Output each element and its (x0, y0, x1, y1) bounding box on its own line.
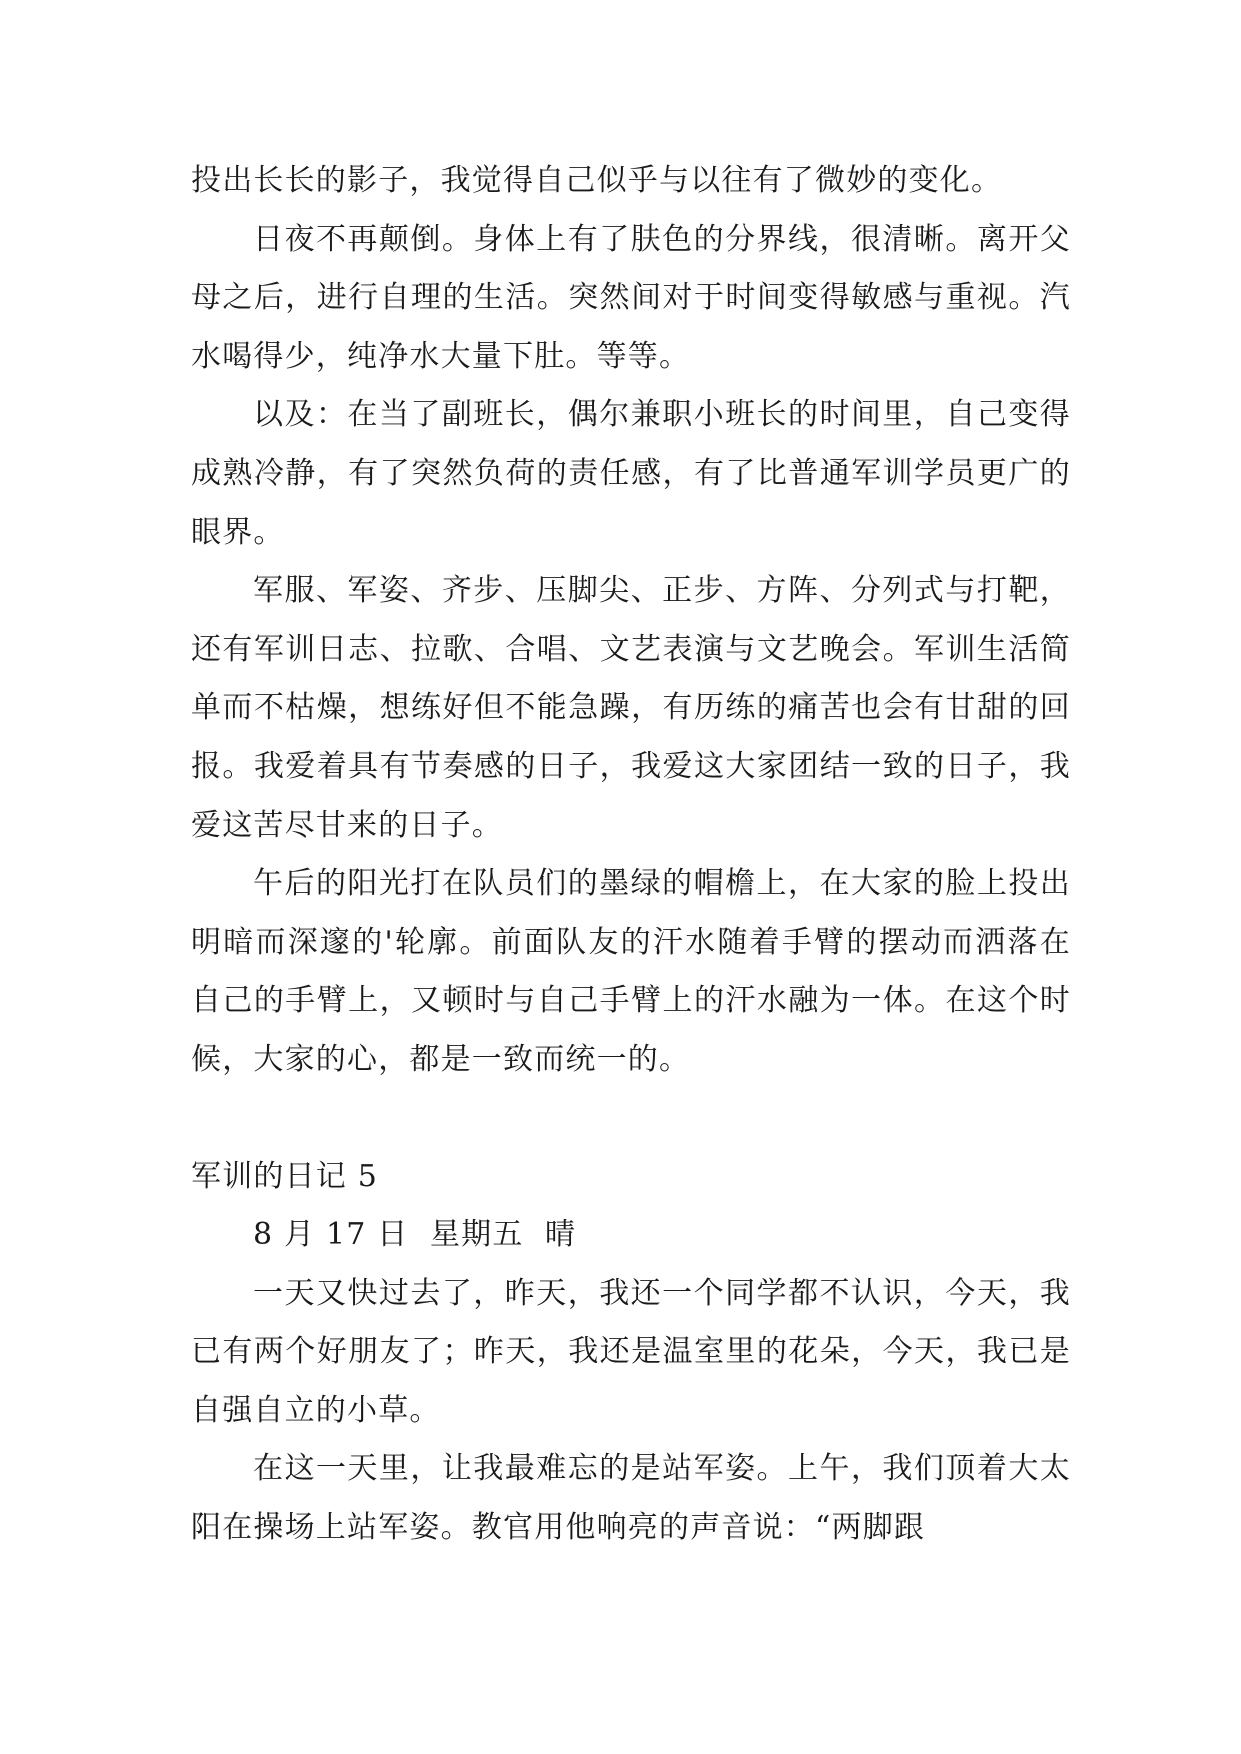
section-heading: 军训的日记 5 (191, 1158, 379, 1194)
paragraph: 日夜不再颠倒。身体上有了肤色的分界线，很清晰。离开父母之后，进行自理的生活。突然间对于时间变得敏感与重视。汽水喝得少，纯净水大量下肚。等等。 (191, 221, 1071, 374)
paragraph: 在这一天里，让我最难忘的是站军姿。上午，我们顶着大太阳在操场上站军姿。教官用他响亮的声音说：“两脚跟 (191, 1451, 1071, 1546)
paragraph: 以及：在当了副班长，偶尔兼职小班长的时间里，自己变得成熟冷静，有了突然负荷的责任感，有了比普通军训学员更广的眼界。 (191, 397, 1071, 550)
date-line: 8 月 17 日 星期五 晴 (253, 1217, 577, 1253)
paragraph: 投出长长的影子，我觉得自己似乎与以往有了微妙的变化。 (191, 163, 1003, 198)
paragraph: 军服、军姿、齐步、压脚尖、正步、方阵、分列式与打靶，还有军训日志、拉歌、合唱、文艺表演与文艺晚会。军训生活简单而不枯燥，想练好但不能急躁，有历练的痛苦也会有甘甜的回报。我爱着具有节奏感的日子，我爱这大家团结一致的日子，我爱这苦尽甘来的日子。 (191, 573, 1071, 843)
paragraph: 一天又快过去了，昨天，我还一个同学都不认识，今天，我已有两个好朋友了；昨天，我还是温室里的花朵，今天，我已是自强自立的小草。 (191, 1275, 1071, 1428)
paragraph: 午后的阳光打在队员们的墨绿的帽檐上，在大家的脸上投出明暗而深邃的'轮廓。前面队友的汗水随着手臂的摆动而洒落在自己的手臂上，又顿时与自己手臂上的汗水融为一体。在这个时候，大家的心，都是一致而统一的。 (191, 866, 1071, 1077)
document-body (191, 152, 1071, 1558)
